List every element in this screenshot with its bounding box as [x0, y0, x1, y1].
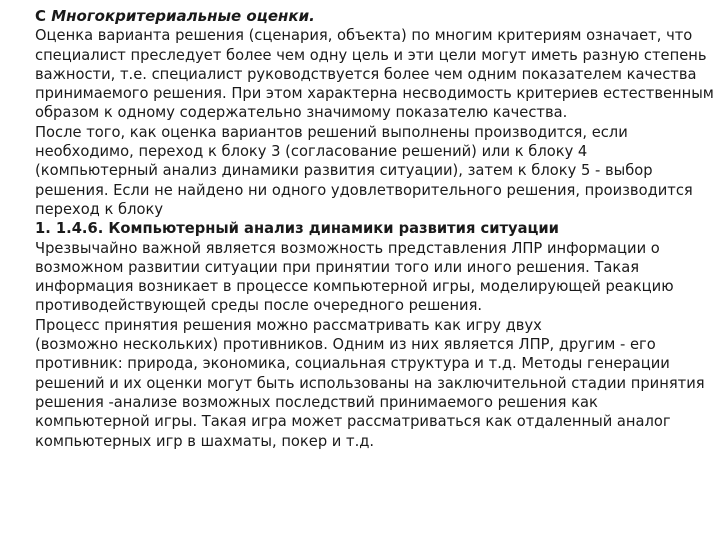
paragraph-line: принимаемого решения. При этом характерна несводимость критериев естественным [35, 85, 714, 103]
paragraph-line: компьютерной игры. Такая игра может рассматриваться как отдаленный аналог [35, 413, 671, 431]
subsection-heading [35, 7, 707, 26]
paragraph-game-process [35, 316, 707, 451]
paragraph-line: Процесс принятия решения можно рассматривать как игру двух [35, 316, 542, 334]
paragraph-line: противодействующей среды после очередного решения. [35, 297, 483, 315]
paragraph-line: противник: природа, экономика, социальная структура и т.д. Методы генерации [35, 355, 670, 373]
paragraph-line: информация возникает в процессе компьютерной игры, моделирующей реакцию [35, 278, 674, 296]
heading-prefix: С [35, 7, 52, 25]
paragraph-next-steps [35, 123, 707, 219]
paragraph-line: образом к одному содержательно значимому показателю качества. [35, 104, 568, 122]
paragraph-situation-info [35, 239, 707, 316]
paragraph-line: компьютерных игр в шахматы, покер и т.д. [35, 432, 375, 450]
paragraph-line: решения -анализе возможных последствий принимаемого решения как [35, 393, 598, 411]
heading-title: Многокритериальные оценки. [51, 7, 315, 25]
paragraph-line: После того, как оценка вариантов решений выполнены производится, если [35, 123, 628, 141]
paragraph-multicriteria [35, 26, 714, 122]
paragraph-line: важности, т.е. специалист руководствуется более чем одним показателем качества [35, 65, 697, 83]
document-body [35, 7, 714, 451]
paragraph-line: специалист преследует более чем одну цель и эти цели могут иметь разную степень [35, 46, 707, 64]
paragraph-line: (компьютерный анализ динамики развития ситуации), затем к блоку 5 - выбор [35, 162, 653, 180]
paragraph-line: решения. Если не найдено ни одного удовлетворительного решения, производится [35, 181, 693, 199]
paragraph-line: переход к блоку [35, 200, 164, 218]
paragraph-line: необходимо, переход к блоку 3 (согласование решений) или к блоку 4 [35, 143, 588, 161]
paragraph-line: возможном развитии ситуации при принятии того или иного решения. Такая [35, 258, 640, 276]
paragraph-line: Чрезвычайно важной является возможность представления ЛПР информации о [35, 239, 660, 257]
paragraph-line: Оценка варианта решения (сценария, объекта) по многим критериям означает, что [35, 27, 693, 45]
paragraph-line: решений и их оценки могут быть использованы на заключительной стадии принятия [35, 374, 705, 392]
section-heading: 1. 1.4.6. Компьютерный анализ динамики развития ситуации [35, 220, 559, 238]
paragraph-line: (возможно нескольких) противников. Одним из них является ЛПР, другим - его [35, 336, 656, 354]
